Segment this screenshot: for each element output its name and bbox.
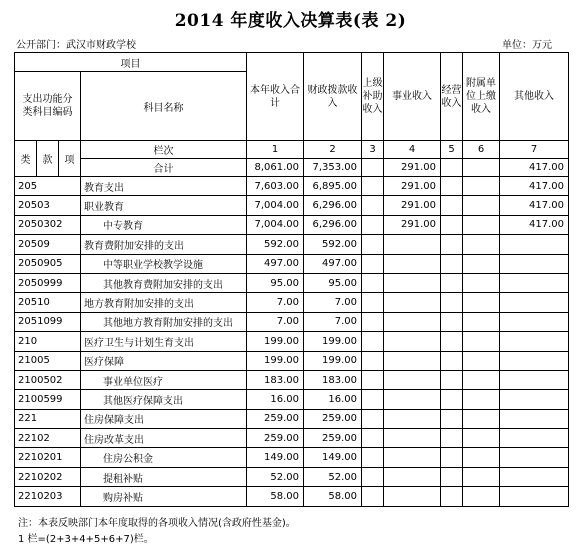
row-subject-name: 教育支出 bbox=[81, 177, 247, 196]
row-value bbox=[441, 390, 463, 409]
total-cell: 291.00 bbox=[384, 159, 441, 177]
department-label: 公开部门：武汉市财政学校 bbox=[16, 40, 136, 51]
row-value: 592.00 bbox=[304, 235, 362, 254]
row-value: 497.00 bbox=[247, 254, 304, 273]
row-value bbox=[500, 273, 569, 292]
row-value bbox=[463, 215, 500, 234]
row-value: 6,895.00 bbox=[304, 177, 362, 196]
row-value: 259.00 bbox=[247, 409, 304, 428]
row-value bbox=[362, 351, 384, 370]
row-value: 291.00 bbox=[384, 196, 441, 215]
row-value bbox=[384, 273, 441, 292]
row-value: 199.00 bbox=[247, 351, 304, 370]
row-value bbox=[362, 215, 384, 234]
unit-label: 单位：万元 bbox=[502, 40, 552, 51]
row-subject-name: 其他教育费附加安排的支出 bbox=[81, 273, 247, 292]
header-lei: 类 bbox=[15, 141, 37, 177]
row-value: 417.00 bbox=[500, 215, 569, 234]
table-row bbox=[15, 409, 569, 428]
column-number: 2 bbox=[304, 141, 362, 159]
row-value: 291.00 bbox=[384, 177, 441, 196]
row-code: 2210202 bbox=[15, 467, 81, 486]
row-value bbox=[441, 409, 463, 428]
row-value bbox=[500, 370, 569, 389]
row-value bbox=[500, 390, 569, 409]
header-func-code: 支出功能分类科目编码 bbox=[15, 72, 81, 141]
row-value bbox=[384, 235, 441, 254]
row-value bbox=[500, 448, 569, 467]
row-value bbox=[500, 351, 569, 370]
column-number: 5 bbox=[441, 141, 463, 159]
row-value bbox=[463, 467, 500, 486]
row-value bbox=[441, 312, 463, 331]
row-value bbox=[500, 293, 569, 312]
row-value bbox=[362, 467, 384, 486]
row-value bbox=[463, 177, 500, 196]
row-value bbox=[500, 487, 569, 506]
row-code: 20509 bbox=[15, 235, 81, 254]
row-value: 16.00 bbox=[304, 390, 362, 409]
row-value bbox=[362, 273, 384, 292]
row-value: 7,004.00 bbox=[247, 196, 304, 215]
row-code: 221 bbox=[15, 409, 81, 428]
header-fiscal: 财政拨款收入 bbox=[304, 53, 362, 141]
row-value bbox=[441, 370, 463, 389]
row-value bbox=[362, 177, 384, 196]
row-value bbox=[441, 235, 463, 254]
row-value: 52.00 bbox=[247, 467, 304, 486]
row-value: 149.00 bbox=[304, 448, 362, 467]
row-value: 149.00 bbox=[247, 448, 304, 467]
row-value bbox=[463, 273, 500, 292]
row-value bbox=[500, 429, 569, 448]
row-value: 497.00 bbox=[304, 254, 362, 273]
row-value bbox=[500, 409, 569, 428]
total-cell: 8,061.00 bbox=[247, 159, 304, 177]
row-code: 2050302 bbox=[15, 215, 81, 234]
row-code: 2051099 bbox=[15, 312, 81, 331]
row-code: 205 bbox=[15, 177, 81, 196]
row-value: 16.00 bbox=[247, 390, 304, 409]
row-value bbox=[500, 467, 569, 486]
header-affiliated: 附属单位上缴收入 bbox=[463, 53, 500, 141]
row-code: 21005 bbox=[15, 351, 81, 370]
row-subject-name: 其他医疗保障支出 bbox=[81, 390, 247, 409]
table-row bbox=[15, 448, 569, 467]
row-value: 417.00 bbox=[500, 196, 569, 215]
row-value: 417.00 bbox=[500, 177, 569, 196]
row-value bbox=[384, 448, 441, 467]
row-value: 183.00 bbox=[247, 370, 304, 389]
header-subject: 科目名称 bbox=[81, 72, 247, 141]
row-subject-name: 职业教育 bbox=[81, 196, 247, 215]
row-value bbox=[362, 312, 384, 331]
row-subject-name: 地方教育附加安排的支出 bbox=[81, 293, 247, 312]
income-table bbox=[14, 52, 569, 507]
row-value bbox=[441, 332, 463, 351]
row-value bbox=[441, 293, 463, 312]
table-row bbox=[15, 177, 569, 196]
row-value bbox=[463, 370, 500, 389]
table-row bbox=[15, 370, 569, 389]
row-value bbox=[441, 254, 463, 273]
total-cell bbox=[441, 159, 463, 177]
row-value bbox=[384, 390, 441, 409]
row-value: 7.00 bbox=[247, 312, 304, 331]
column-number: 3 bbox=[362, 141, 384, 159]
row-subject-name: 住房公积金 bbox=[81, 448, 247, 467]
row-value: 7.00 bbox=[304, 293, 362, 312]
header-project: 项目 bbox=[15, 53, 247, 72]
row-value bbox=[463, 235, 500, 254]
row-value: 291.00 bbox=[384, 215, 441, 234]
row-code: 2100502 bbox=[15, 370, 81, 389]
row-value bbox=[441, 351, 463, 370]
row-value bbox=[463, 351, 500, 370]
row-subject-name: 提租补贴 bbox=[81, 467, 247, 486]
row-code: 2100599 bbox=[15, 390, 81, 409]
row-value bbox=[441, 215, 463, 234]
row-value bbox=[441, 196, 463, 215]
row-code: 2210203 bbox=[15, 487, 81, 506]
row-value bbox=[362, 370, 384, 389]
row-value: 7,603.00 bbox=[247, 177, 304, 196]
row-value bbox=[441, 467, 463, 486]
table-row bbox=[15, 293, 569, 312]
table-row bbox=[15, 351, 569, 370]
column-number: 4 bbox=[384, 141, 441, 159]
row-code: 22102 bbox=[15, 429, 81, 448]
total-cell: 7,353.00 bbox=[304, 159, 362, 177]
row-value bbox=[362, 235, 384, 254]
row-value bbox=[384, 332, 441, 351]
row-value: 199.00 bbox=[304, 351, 362, 370]
row-subject-name: 医疗卫生与计划生育支出 bbox=[81, 332, 247, 351]
row-value bbox=[463, 254, 500, 273]
row-code: 2210201 bbox=[15, 448, 81, 467]
table-row bbox=[15, 196, 569, 215]
table-row bbox=[15, 332, 569, 351]
column-number: 1 bbox=[247, 141, 304, 159]
row-code: 20503 bbox=[15, 196, 81, 215]
row-code: 210 bbox=[15, 332, 81, 351]
table-row bbox=[15, 429, 569, 448]
row-value bbox=[463, 196, 500, 215]
header-upper: 上级补助收入 bbox=[362, 53, 384, 141]
row-value: 592.00 bbox=[247, 235, 304, 254]
row-value: 58.00 bbox=[247, 487, 304, 506]
row-value bbox=[384, 370, 441, 389]
row-value bbox=[384, 467, 441, 486]
table-row bbox=[15, 235, 569, 254]
row-value bbox=[384, 293, 441, 312]
row-value bbox=[441, 429, 463, 448]
table-row bbox=[15, 467, 569, 486]
row-subject-name: 住房保障支出 bbox=[81, 409, 247, 428]
row-code: 2050905 bbox=[15, 254, 81, 273]
column-number: 6 bbox=[463, 141, 500, 159]
row-value bbox=[500, 254, 569, 273]
row-value bbox=[384, 312, 441, 331]
row-value bbox=[384, 409, 441, 428]
row-value: 52.00 bbox=[304, 467, 362, 486]
row-value bbox=[384, 351, 441, 370]
row-subject-name: 教育费附加安排的支出 bbox=[81, 235, 247, 254]
row-value bbox=[362, 196, 384, 215]
column-number: 7 bbox=[500, 141, 569, 159]
total-cell bbox=[362, 159, 384, 177]
table-row bbox=[15, 254, 569, 273]
row-value: 199.00 bbox=[247, 332, 304, 351]
row-value: 7.00 bbox=[247, 293, 304, 312]
row-value: 7.00 bbox=[304, 312, 362, 331]
row-code: 20510 bbox=[15, 293, 81, 312]
row-value: 199.00 bbox=[304, 332, 362, 351]
header-xiang: 项 bbox=[59, 141, 81, 177]
row-code: 2050999 bbox=[15, 273, 81, 292]
row-subject-name: 中等职业学校教学设施 bbox=[81, 254, 247, 273]
row-subject-name: 住房改革支出 bbox=[81, 429, 247, 448]
total-cell: 417.00 bbox=[500, 159, 569, 177]
table-row bbox=[15, 273, 569, 292]
row-value: 6,296.00 bbox=[304, 215, 362, 234]
note-2: 1 栏=(2+3+4+5+6+7)栏。 bbox=[18, 534, 154, 545]
row-value bbox=[441, 448, 463, 467]
row-value: 7,004.00 bbox=[247, 215, 304, 234]
note-1: 注：本表反映部门本年度取得的各项收入情况(含政府性基金)。 bbox=[18, 518, 296, 529]
row-value bbox=[441, 177, 463, 196]
header-lanci: 栏次 bbox=[81, 141, 247, 159]
row-value bbox=[463, 293, 500, 312]
row-value bbox=[362, 429, 384, 448]
total-label: 合计 bbox=[81, 159, 247, 177]
header-operation: 经营收入 bbox=[441, 53, 463, 141]
row-value bbox=[362, 487, 384, 506]
row-value bbox=[362, 409, 384, 428]
row-value bbox=[362, 332, 384, 351]
total-cell bbox=[463, 159, 500, 177]
row-subject-name: 中专教育 bbox=[81, 215, 247, 234]
row-value bbox=[362, 254, 384, 273]
row-value: 259.00 bbox=[304, 409, 362, 428]
row-value bbox=[500, 235, 569, 254]
row-value bbox=[500, 332, 569, 351]
row-value bbox=[384, 487, 441, 506]
row-value: 183.00 bbox=[304, 370, 362, 389]
row-subject-name: 事业单位医疗 bbox=[81, 370, 247, 389]
row-value bbox=[362, 390, 384, 409]
row-value: 259.00 bbox=[247, 429, 304, 448]
row-value bbox=[441, 273, 463, 292]
table-row bbox=[15, 312, 569, 331]
header-kuan: 款 bbox=[37, 141, 59, 177]
row-value bbox=[463, 409, 500, 428]
header-career: 事业收入 bbox=[384, 53, 441, 141]
row-value bbox=[463, 487, 500, 506]
table-row bbox=[15, 390, 569, 409]
header-total: 本年收入合计 bbox=[247, 53, 304, 141]
row-value bbox=[441, 487, 463, 506]
header-other: 其他收入 bbox=[500, 53, 569, 141]
row-value bbox=[384, 429, 441, 448]
page-title: 2014 年度收入决算表(表 2) bbox=[174, 11, 407, 31]
table-row bbox=[15, 487, 569, 506]
row-value: 95.00 bbox=[304, 273, 362, 292]
row-value bbox=[362, 448, 384, 467]
row-value: 58.00 bbox=[304, 487, 362, 506]
row-value bbox=[463, 312, 500, 331]
row-value bbox=[384, 254, 441, 273]
row-value: 95.00 bbox=[247, 273, 304, 292]
table-row bbox=[15, 215, 569, 234]
row-value bbox=[463, 332, 500, 351]
row-subject-name: 医疗保障 bbox=[81, 351, 247, 370]
row-subject-name: 其他地方教育附加安排的支出 bbox=[81, 312, 247, 331]
row-value bbox=[463, 429, 500, 448]
row-value bbox=[362, 293, 384, 312]
row-value: 259.00 bbox=[304, 429, 362, 448]
row-value bbox=[500, 312, 569, 331]
row-value bbox=[463, 448, 500, 467]
row-value bbox=[463, 390, 500, 409]
row-subject-name: 购房补贴 bbox=[81, 487, 247, 506]
row-value: 6,296.00 bbox=[304, 196, 362, 215]
